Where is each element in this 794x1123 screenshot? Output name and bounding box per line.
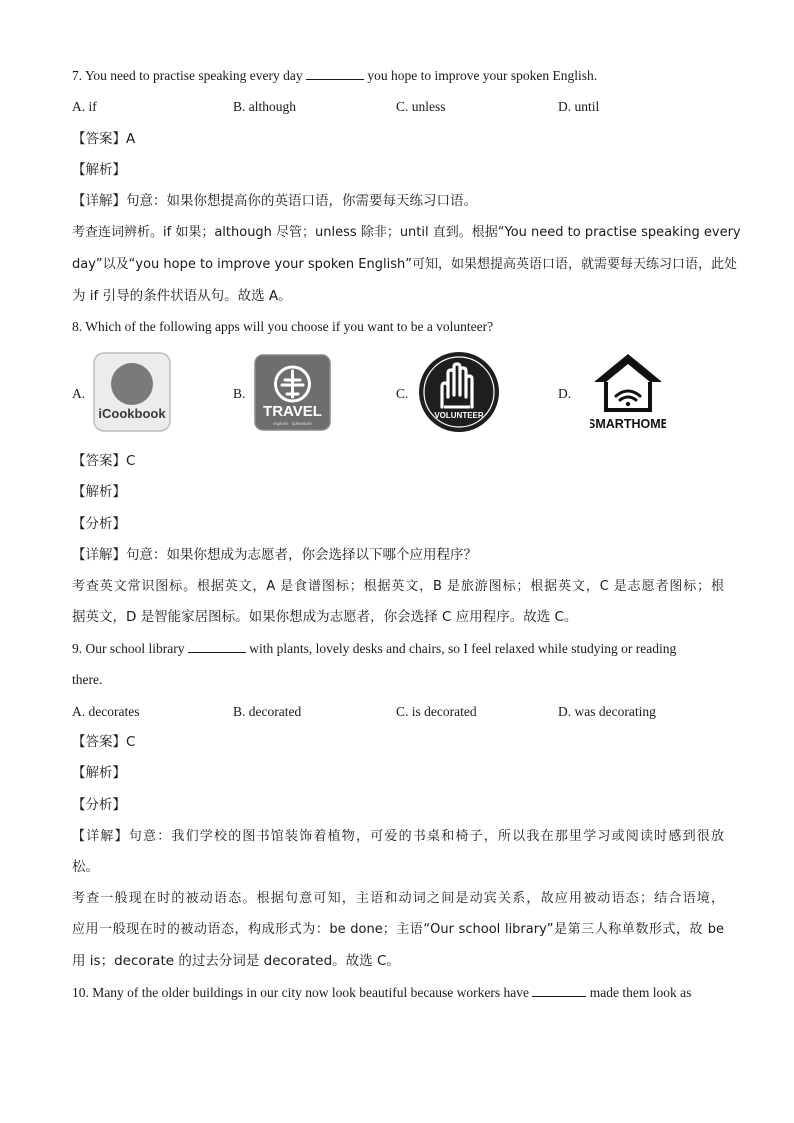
q7-jiexi: 【解析】 [72,162,126,178]
q8-label-b: B. [233,386,246,401]
q8-detail: 【详解】句意：如果你想成为志愿者，你会选择以下哪个应用程序？ [72,547,477,563]
q9-fenxi: 【分析】 [72,797,126,813]
q8-fenxi: 【分析】 [72,516,126,532]
q9-answer: 【答案】C [72,734,136,750]
q9-explanation-2: 应用一般现在时的被动语态，构成形式为：be done；主语“Our school library”是第三人称单数形式，故 be [72,922,724,937]
q7-blank [306,67,364,80]
q7-option-c: C. unless [396,99,446,114]
q9-jiexi: 【解析】 [72,765,126,781]
q10-stem-post: made them look as [586,985,692,1000]
q8-explanation-2: 据英文，D 是智能家居图标。如果你想成为志愿者，你会选择 C 应用程序。故选 C。 [72,609,578,625]
q7-option-a: A. if [72,99,97,114]
travel-icon [254,354,331,431]
q7-option-d: D. until [558,99,600,114]
q9-blank [188,640,246,653]
travel-sublabel: explore · adventure [273,421,312,426]
q9-explanation-3: 用 is；decorate 的过去分词是 decorated。故选 C。 [72,953,400,969]
q8-label-d: D. [558,386,572,401]
q7-explanation-3: 为 if 引导的条件状语从句。故选 A。 [72,288,292,304]
q8-label-a: A. [72,386,86,401]
q9-option-c: C. is decorated [396,704,477,719]
q9-option-d: D. was decorating [558,704,656,719]
q10-blank [532,984,586,997]
q8-stem: 8. Which of the following apps will you choose if you want to be a volunteer? [72,319,494,334]
q7-explanation-2: day”以及“you hope to improve your spoken English”可知，如果想提高英语口语，就需要每天练习口语，此处 [72,257,737,272]
q7-stem-post: you hope to improve your spoken English. [363,68,598,83]
q9-stem-pre: 9. Our school library [72,641,188,656]
smarthome-icon [590,352,666,434]
q7-answer: 【答案】A [72,131,136,147]
q7-option-b: B. although [233,99,296,114]
q9-option-a: A. decorates [72,704,140,719]
q9-detail-1: 【详解】句意：我们学校的图书馆装饰着植物，可爱的书桌和椅子，所以我在那里学习或阅读时感到很放 [72,829,724,844]
q7-stem-pre: 7. You need to practise speaking every day [72,68,306,83]
q9-stem-line-2: there. [72,672,103,687]
volunteer-icon [418,351,500,433]
q7-detail: 【详解】句意：如果你想提高你的英语口语，你需要每天练习口语。 [72,193,477,209]
smarthome-label: SMARTHOME [590,417,666,431]
q9-explanation-1: 考查一般现在时的被动语态。根据句意可知，主语和动词之间是动宾关系，故应用被动语态；结合语境， [72,891,724,906]
icookbook-label: iCookbook [98,406,166,421]
q8-answer: 【答案】C [72,453,136,469]
q9-option-b: B. decorated [233,704,302,719]
q9-stem-post: with plants, lovely desks and chairs, so I feel relaxed while studying or reading [245,641,677,656]
q7-stem [72,67,724,85]
icookbook-icon [93,352,171,432]
q9-detail-2: 松。 [72,859,99,875]
q8-explanation-1: 考查英文常识图标。根据英文，A 是食谱图标；根据英文，B 是旅游图标；根据英文，C 是志愿者图标；根 [72,579,724,594]
q10-stem [72,984,732,1002]
q8-jiexi: 【解析】 [72,484,126,500]
q7-explanation-1: 考查连词辨析。if 如果；although 尽管；unless 除非；until 直到。根据“You need to practise speaking every [72,225,741,240]
q10-stem-pre: 10. Many of the older buildings in our city now look beautiful because workers have [72,985,533,1000]
volunteer-label: VOLUNTEER [434,411,484,420]
q8-label-c: C. [396,386,409,401]
travel-label: TRAVEL [263,403,322,420]
q9-stem [72,640,724,658]
